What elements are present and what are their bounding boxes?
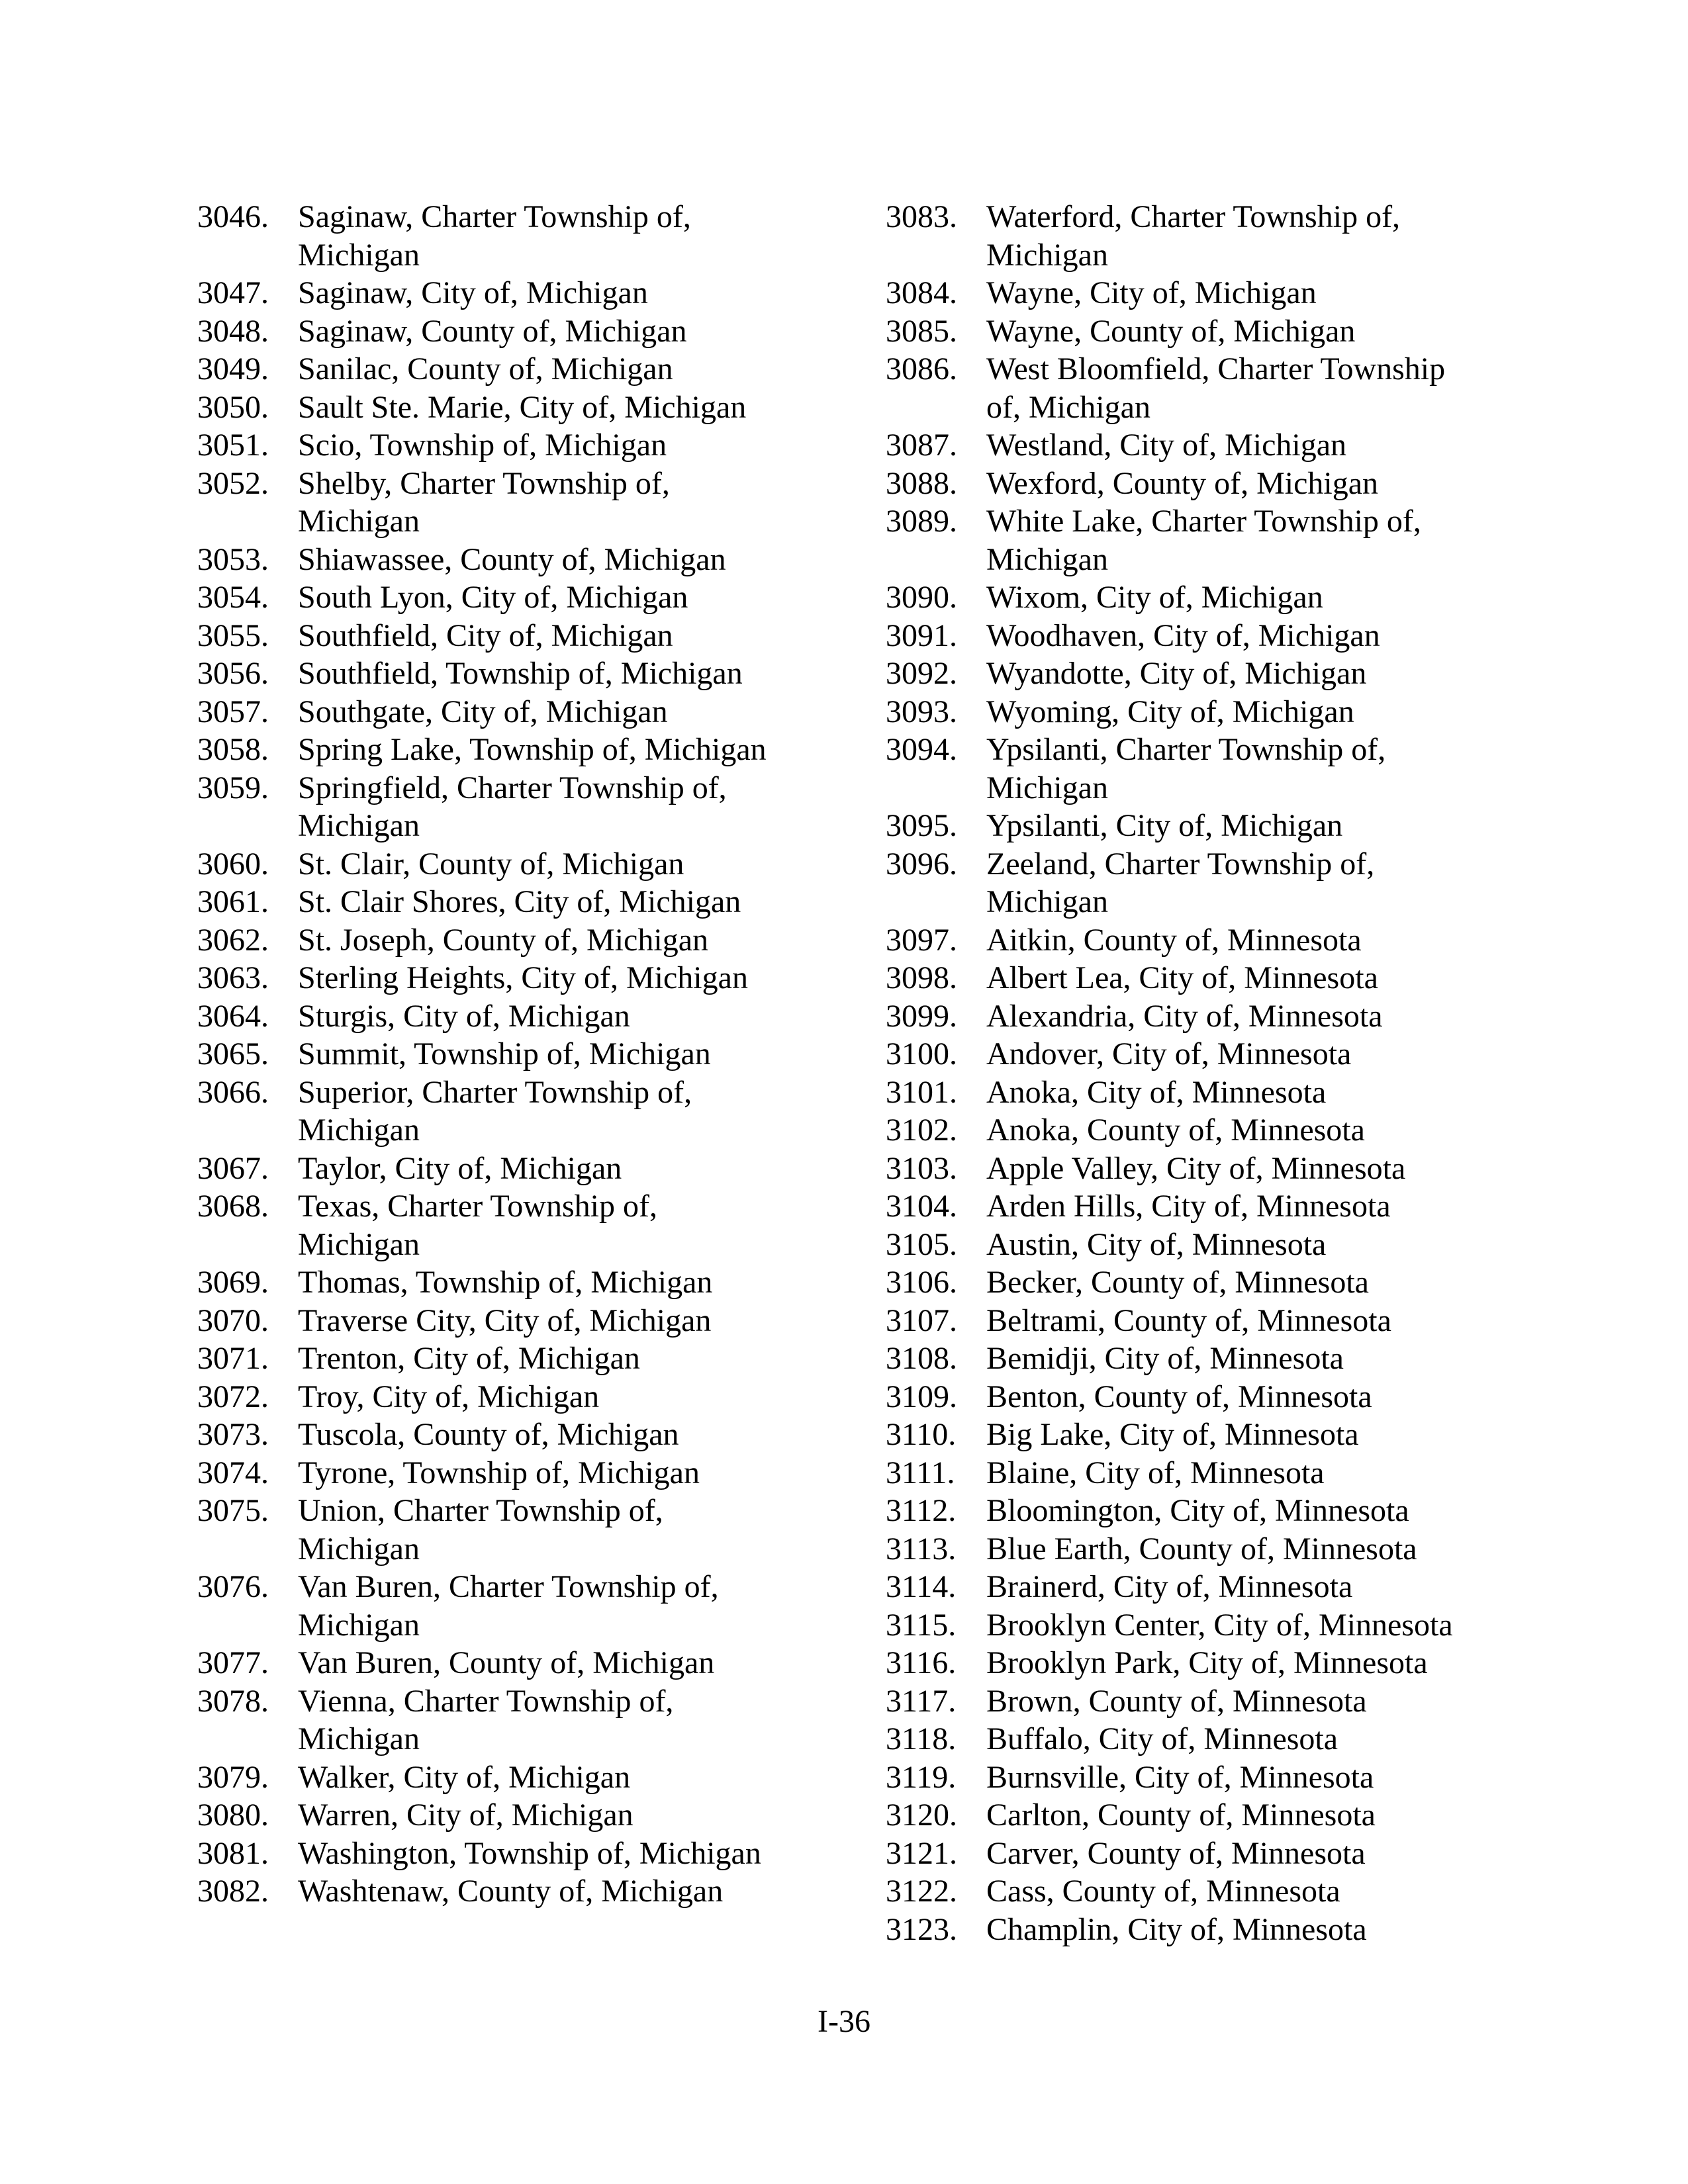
item-name: Southfield, Township of, Michigan	[298, 656, 743, 691]
item-name: Saginaw, County of, Michigan	[298, 313, 687, 349]
item-number: 3108.	[886, 1341, 957, 1376]
item-number: 3100.	[886, 1036, 957, 1071]
list-item	[197, 1378, 833, 1416]
item-name: Champlin, City of, Minnesota	[986, 1911, 1367, 1947]
item-number: 3120.	[886, 1797, 957, 1833]
item-number: 3079.	[197, 1759, 269, 1795]
list-item	[886, 1378, 1548, 1416]
item-number: 3069.	[197, 1265, 269, 1300]
item-name: Sturgis, City of, Michigan	[298, 998, 630, 1034]
item-name: Texas, Charter Township of,	[298, 1189, 657, 1224]
list-item	[197, 617, 833, 655]
item-name: West Bloomfield, Charter Township	[986, 351, 1446, 387]
item-number: 3065.	[197, 1036, 269, 1071]
list-item	[886, 1187, 1548, 1226]
item-name-continuation: Michigan	[298, 1226, 420, 1262]
item-name: Vienna, Charter Township of,	[298, 1683, 674, 1719]
item-number: 3046.	[197, 199, 269, 234]
item-name: Blue Earth, County of, Minnesota	[986, 1531, 1417, 1567]
item-number: 3115.	[886, 1607, 957, 1643]
item-number: 3052.	[197, 465, 269, 501]
list-item	[886, 274, 1548, 312]
item-number: 3070.	[197, 1302, 269, 1338]
item-name: Carver, County of, Minnesota	[986, 1835, 1366, 1871]
item-number: 3054.	[197, 580, 269, 615]
item-number: 3099.	[886, 998, 957, 1034]
item-number: 3061.	[197, 884, 269, 919]
list-item	[197, 1302, 833, 1340]
list-item	[886, 731, 1548, 807]
item-name: Blaine, City of, Minnesota	[986, 1455, 1325, 1490]
item-name: Anoka, County of, Minnesota	[986, 1113, 1365, 1148]
item-name: Woodhaven, City of, Michigan	[986, 617, 1380, 653]
item-name: Anoka, City of, Minnesota	[986, 1074, 1327, 1110]
item-number: 3073.	[197, 1417, 269, 1452]
item-number: 3111.	[886, 1455, 955, 1490]
item-name-continuation: Michigan	[298, 504, 420, 539]
item-name: Walker, City of, Michigan	[298, 1759, 631, 1795]
item-number: 3102.	[886, 1113, 957, 1148]
list-item	[886, 1682, 1548, 1721]
list-item	[886, 1644, 1548, 1682]
item-name: Shelby, Charter Township of,	[298, 465, 670, 501]
list-item	[886, 1872, 1548, 1911]
item-number: 3107.	[886, 1302, 957, 1338]
list-item	[886, 502, 1548, 578]
item-number: 3082.	[197, 1874, 269, 1909]
item-name-continuation: Michigan	[298, 808, 420, 843]
list-item	[886, 1796, 1548, 1835]
list-item	[197, 350, 833, 388]
item-number: 3087.	[886, 428, 957, 463]
list-item	[197, 1340, 833, 1378]
item-name: Taylor, City of, Michigan	[298, 1150, 622, 1186]
item-number: 3122.	[886, 1874, 957, 1909]
item-number: 3078.	[197, 1683, 269, 1719]
item-name: Albert Lea, City of, Minnesota	[986, 960, 1378, 995]
item-name: Sanilac, County of, Michigan	[298, 351, 673, 387]
list-item	[197, 883, 833, 921]
page-number: I-36	[818, 2004, 870, 2039]
list-item	[886, 1758, 1548, 1797]
item-name-continuation: Michigan	[986, 884, 1108, 919]
item-name: Trenton, City of, Michigan	[298, 1341, 640, 1376]
item-name: Andover, City of, Minnesota	[986, 1036, 1352, 1071]
list-item	[197, 1492, 833, 1568]
list-item	[886, 1606, 1548, 1645]
item-name: Carlton, County of, Minnesota	[986, 1797, 1376, 1833]
item-name: Brooklyn Park, City of, Minnesota	[986, 1645, 1428, 1680]
item-name: Benton, County of, Minnesota	[986, 1379, 1372, 1414]
list-item	[197, 693, 833, 731]
item-number: 3060.	[197, 846, 269, 882]
item-number: 3055.	[197, 617, 269, 653]
item-name: Ypsilanti, City of, Michigan	[986, 808, 1343, 843]
list-item	[197, 1682, 833, 1758]
list-item	[886, 1835, 1548, 1873]
list-item	[886, 997, 1548, 1036]
list-item	[886, 693, 1548, 731]
item-number: 3049.	[197, 351, 269, 387]
list-item	[886, 1530, 1548, 1569]
item-number: 3112.	[886, 1493, 957, 1528]
item-number: 3051.	[197, 428, 269, 463]
item-number: 3094.	[886, 732, 957, 767]
item-name: Alexandria, City of, Minnesota	[986, 998, 1383, 1034]
list-item	[197, 1796, 833, 1835]
item-name: Troy, City of, Michigan	[298, 1379, 600, 1414]
item-name: Sault Ste. Marie, City of, Michigan	[298, 389, 747, 425]
item-name: Saginaw, City of, Michigan	[298, 275, 648, 310]
list-item	[197, 845, 833, 884]
item-name: Buffalo, City of, Minnesota	[986, 1721, 1338, 1756]
list-item	[197, 769, 833, 845]
item-number: 3059.	[197, 770, 269, 805]
item-number: 3098.	[886, 960, 957, 995]
item-name: Shiawassee, County of, Michigan	[298, 541, 726, 577]
list-item	[886, 465, 1548, 503]
item-number: 3089.	[886, 504, 957, 539]
item-name: Arden Hills, City of, Minnesota	[986, 1189, 1391, 1224]
item-number: 3081.	[197, 1835, 269, 1871]
item-name: Traverse City, City of, Michigan	[298, 1302, 712, 1338]
item-number: 3110.	[886, 1417, 957, 1452]
list-item	[886, 959, 1548, 997]
item-name: Washington, Township of, Michigan	[298, 1835, 761, 1871]
item-name: Bloomington, City of, Minnesota	[986, 1493, 1409, 1528]
item-number: 3097.	[886, 922, 957, 958]
item-number: 3074.	[197, 1455, 269, 1490]
list-item	[197, 1073, 833, 1150]
item-name: Brown, County of, Minnesota	[986, 1683, 1367, 1719]
list-item	[886, 655, 1548, 693]
item-number: 3090.	[886, 580, 957, 615]
item-name: Southgate, City of, Michigan	[298, 694, 668, 729]
item-name: St. Joseph, County of, Michigan	[298, 922, 708, 958]
item-number: 3076.	[197, 1569, 269, 1604]
list-item	[886, 921, 1548, 960]
item-number: 3093.	[886, 694, 957, 729]
item-number: 3077.	[197, 1645, 269, 1680]
item-number: 3057.	[197, 694, 269, 729]
item-name: Brooklyn Center, City of, Minnesota	[986, 1607, 1453, 1643]
list-item	[197, 198, 833, 274]
item-name-continuation: Michigan	[298, 1607, 420, 1643]
list-item	[886, 1073, 1548, 1112]
item-number: 3095.	[886, 808, 957, 843]
item-name: Springfield, Charter Township of,	[298, 770, 727, 805]
item-name: Becker, County of, Minnesota	[986, 1265, 1369, 1300]
list-item	[886, 1720, 1548, 1758]
list-item	[886, 807, 1548, 845]
item-number: 3106.	[886, 1265, 957, 1300]
item-number: 3068.	[197, 1189, 269, 1224]
list-item	[197, 541, 833, 579]
item-name: Thomas, Township of, Michigan	[298, 1265, 713, 1300]
list-item	[197, 312, 833, 351]
item-number: 3114.	[886, 1569, 957, 1604]
item-name: Tuscola, County of, Michigan	[298, 1417, 679, 1452]
item-name: Beltrami, County of, Minnesota	[986, 1302, 1391, 1338]
item-name: Wixom, City of, Michigan	[986, 580, 1323, 615]
item-name: Saginaw, Charter Township of,	[298, 199, 691, 234]
right-column-list	[886, 198, 1548, 1948]
item-name: Apple Valley, City of, Minnesota	[986, 1150, 1406, 1186]
item-name: Summit, Township of, Michigan	[298, 1036, 711, 1071]
item-number: 3104.	[886, 1189, 957, 1224]
item-name-continuation: Michigan	[298, 1531, 420, 1567]
item-name: Brainerd, City of, Minnesota	[986, 1569, 1353, 1604]
list-item	[197, 1454, 833, 1492]
item-number: 3109.	[886, 1379, 957, 1414]
item-name: Wexford, County of, Michigan	[986, 465, 1379, 501]
item-name: Aitkin, County of, Minnesota	[986, 922, 1362, 958]
item-name: Wayne, County of, Michigan	[986, 313, 1356, 349]
list-item	[886, 198, 1548, 274]
item-number: 3092.	[886, 656, 957, 691]
item-name: Wyoming, City of, Michigan	[986, 694, 1354, 729]
item-name-continuation: Michigan	[298, 237, 420, 273]
item-number: 3103.	[886, 1150, 957, 1186]
list-item	[197, 426, 833, 465]
item-name: Warren, City of, Michigan	[298, 1797, 633, 1833]
item-name: Sterling Heights, City of, Michigan	[298, 960, 748, 995]
list-item	[886, 1568, 1548, 1606]
item-name: Spring Lake, Township of, Michigan	[298, 732, 767, 767]
item-number: 3083.	[886, 199, 957, 234]
list-item	[886, 426, 1548, 465]
item-number: 3050.	[197, 389, 269, 425]
item-name: Union, Charter Township of,	[298, 1493, 663, 1528]
item-name: Waterford, Charter Township of,	[986, 199, 1401, 234]
list-item	[197, 1263, 833, 1302]
item-number: 3056.	[197, 656, 269, 691]
list-item	[197, 578, 833, 617]
list-item	[886, 312, 1548, 351]
item-number: 3119.	[886, 1759, 957, 1795]
list-item	[197, 1035, 833, 1073]
item-number: 3072.	[197, 1379, 269, 1414]
item-name-continuation: Michigan	[298, 1721, 420, 1756]
item-number: 3048.	[197, 313, 269, 349]
item-name: Washtenaw, County of, Michigan	[298, 1874, 724, 1909]
item-name-continuation: Michigan	[986, 541, 1108, 577]
list-item	[886, 1340, 1548, 1378]
item-name: Austin, City of, Minnesota	[986, 1226, 1327, 1262]
item-name: St. Clair, County of, Michigan	[298, 846, 684, 882]
list-item	[886, 1302, 1548, 1340]
list-item	[197, 388, 833, 427]
item-number: 3071.	[197, 1341, 269, 1376]
item-name-continuation: Michigan	[986, 237, 1108, 273]
list-item	[197, 1644, 833, 1682]
list-item	[197, 465, 833, 541]
item-name: Wayne, City of, Michigan	[986, 275, 1317, 310]
item-name-continuation: of, Michigan	[986, 389, 1150, 425]
item-name: Big Lake, City of, Minnesota	[986, 1417, 1359, 1452]
item-name: Bemidji, City of, Minnesota	[986, 1341, 1344, 1376]
list-item	[197, 997, 833, 1036]
list-item	[197, 959, 833, 997]
item-name-continuation: Michigan	[986, 770, 1108, 805]
item-name: Cass, County of, Minnesota	[986, 1874, 1340, 1909]
item-number: 3067.	[197, 1150, 269, 1186]
item-name: St. Clair Shores, City of, Michigan	[298, 884, 741, 919]
list-item	[197, 1758, 833, 1797]
item-name: Scio, Township of, Michigan	[298, 428, 667, 463]
list-item	[886, 1263, 1548, 1302]
item-name: Zeeland, Charter Township of,	[986, 846, 1375, 882]
item-name: Southfield, City of, Michigan	[298, 617, 673, 653]
item-name: Superior, Charter Township of,	[298, 1074, 692, 1110]
item-number: 3091.	[886, 617, 957, 653]
list-item	[197, 274, 833, 312]
item-name: Van Buren, Charter Township of,	[298, 1569, 719, 1604]
item-number: 3105.	[886, 1226, 957, 1262]
list-item	[197, 1150, 833, 1188]
list-item	[886, 1111, 1548, 1150]
item-name: Ypsilanti, Charter Township of,	[986, 732, 1386, 767]
item-number: 3123.	[886, 1911, 957, 1947]
item-number: 3117.	[886, 1683, 957, 1719]
list-item	[886, 845, 1548, 921]
item-name: Burnsville, City of, Minnesota	[986, 1759, 1374, 1795]
list-item	[197, 1835, 833, 1873]
item-name: White Lake, Charter Township of,	[986, 504, 1421, 539]
list-item	[197, 1568, 833, 1644]
left-column-list	[197, 198, 833, 1911]
list-item	[886, 1911, 1548, 1949]
item-number: 3063.	[197, 960, 269, 995]
item-number: 3121.	[886, 1835, 957, 1871]
item-number: 3058.	[197, 732, 269, 767]
item-number: 3053.	[197, 541, 269, 577]
item-number: 3101.	[886, 1074, 957, 1110]
item-name: Wyandotte, City of, Michigan	[986, 656, 1367, 691]
item-number: 3080.	[197, 1797, 269, 1833]
item-number: 3075.	[197, 1493, 269, 1528]
item-number: 3116.	[886, 1645, 957, 1680]
item-number: 3066.	[197, 1074, 269, 1110]
item-number: 3047.	[197, 275, 269, 310]
item-name: South Lyon, City of, Michigan	[298, 580, 688, 615]
list-item	[886, 1416, 1548, 1454]
list-item	[197, 1872, 833, 1911]
list-item	[197, 1187, 833, 1263]
item-name: Tyrone, Township of, Michigan	[298, 1455, 700, 1490]
list-item	[886, 1035, 1548, 1073]
item-number: 3062.	[197, 922, 269, 958]
list-item	[886, 350, 1548, 426]
item-name: Westland, City of, Michigan	[986, 428, 1347, 463]
list-item	[886, 1226, 1548, 1264]
list-item	[197, 655, 833, 693]
item-name: Van Buren, County of, Michigan	[298, 1645, 715, 1680]
list-item	[886, 1492, 1548, 1530]
item-number: 3088.	[886, 465, 957, 501]
list-item	[886, 1454, 1548, 1492]
item-number: 3118.	[886, 1721, 957, 1756]
item-name-continuation: Michigan	[298, 1113, 420, 1148]
list-item	[197, 731, 833, 769]
item-number: 3086.	[886, 351, 957, 387]
list-item	[886, 617, 1548, 655]
list-item	[197, 921, 833, 960]
list-item	[886, 1150, 1548, 1188]
item-number: 3084.	[886, 275, 957, 310]
item-number: 3113.	[886, 1531, 957, 1567]
item-number: 3096.	[886, 846, 957, 882]
list-item	[197, 1416, 833, 1454]
list-item	[886, 578, 1548, 617]
item-number: 3064.	[197, 998, 269, 1034]
item-number: 3085.	[886, 313, 957, 349]
